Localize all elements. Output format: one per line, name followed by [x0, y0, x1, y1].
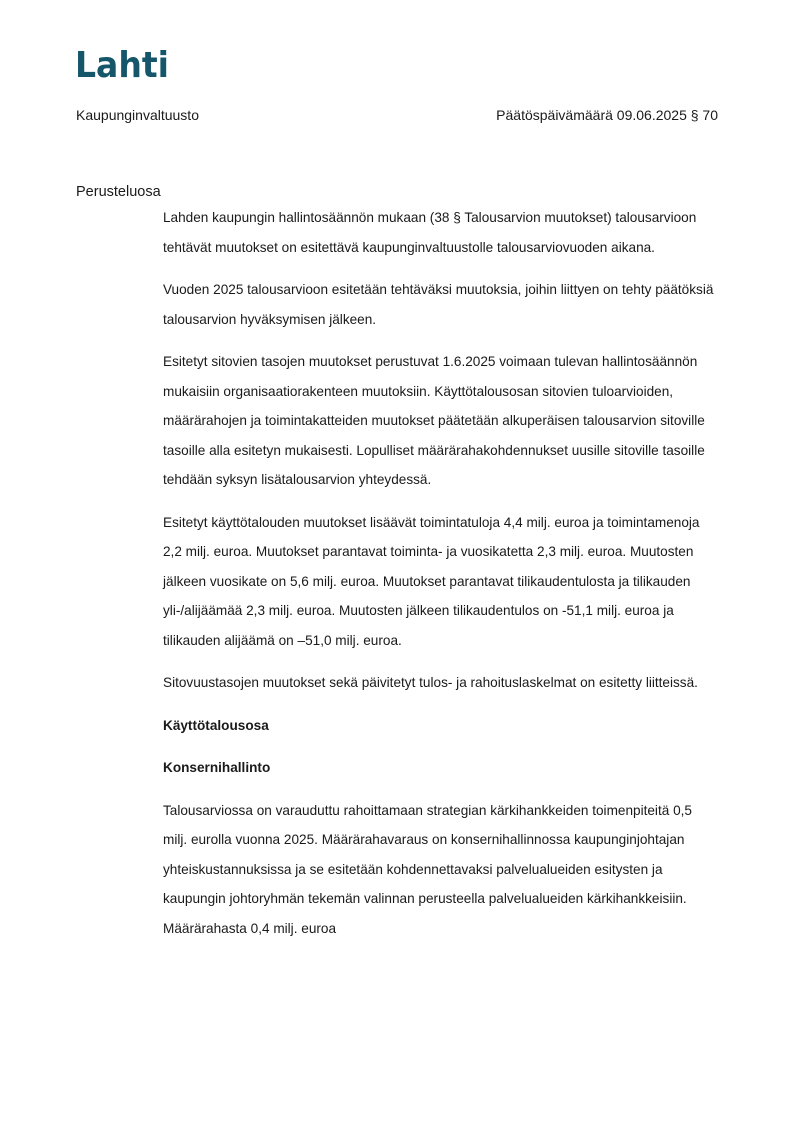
subheading: Käyttötalousosa — [163, 717, 269, 733]
paragraph: Esitetyt sitovien tasojen muutokset perustuvat 1.6.2025 voimaan tulevan hallintosäännön mukaisiin organisaatiorakenteen muutoksiin. Käyttötalousosan sitovien tuloarvioiden, määrärahojen ja toimintakatteiden muutokset päätetään alkuperäisen talousarvion sitoville tasoille alla esitetyn mukaisesti. Lopulliset määrärahakohdennukset uusille sitoville tasoille tehdään syksyn lisätalousarvion yhteydessä. — [163, 354, 705, 487]
paragraph: Lahden kaupungin hallintosäännön mukaan (38 § Talousarvion muutokset) talousarvioon tehtävät muutokset on esitettävä kaupunginvaltuustolle talousarviovuoden aikana. — [163, 210, 697, 255]
logo-text: Lahti — [75, 46, 169, 82]
paragraph: Esitetyt käyttötalouden muutokset lisäävät toimintatuloja 4,4 milj. euroa ja toimintamenoja 2,2 milj. euroa. Muutokset parantavat toiminta- ja vuosikatetta 2,3 milj. euroa. Muutosten jälkeen vuosikate on 5,6 milj. euroa. Muutokset parantavat tilikaudentulosta ja tilikauden yli-/alijäämää 2,3 milj. euroa. Muutosten jälkeen tilikaudentulos on -51,1 milj. euroa ja tilikauden alijäämä on –51,0 milj. euroa. — [163, 514, 700, 648]
paragraph: Sitovuustasojen muutokset sekä päivitetyt tulos- ja rahoituslaskelmat on esitetty liitteissä. — [163, 675, 698, 690]
section-title: Perusteluosa — [76, 184, 161, 200]
document-body — [163, 203, 719, 956]
paragraph: Talousarviossa on varauduttu rahoittamaan strategian kärkihankkeiden toimenpiteitä 0,5 milj. eurolla vuonna 2025. Määrärahavaraus on konsernihallinnossa kaupunginjohtajan yhteiskustannuksissa ja se esitetään kohdennettavaksi palvelualueiden esitysten ja kaupungin johtoryhmän tekemän valinnan perusteella palvelualueiden kärkihankkeisiin. Määrärahasta 0,4 milj. euroa — [163, 802, 692, 936]
lahti-logo — [75, 46, 170, 82]
organ-name: Kaupunginvaltuusto — [76, 107, 199, 123]
subheading: Konsernihallinto — [163, 760, 271, 775]
paragraph: Vuoden 2025 talousarvioon esitetään tehtäväksi muutoksia, joihin liittyen on tehty päätöksiä talousarvion hyväksymisen jälkeen. — [163, 282, 714, 327]
decision-date: Päätöspäivämäärä 09.06.2025 § 70 — [496, 107, 718, 123]
